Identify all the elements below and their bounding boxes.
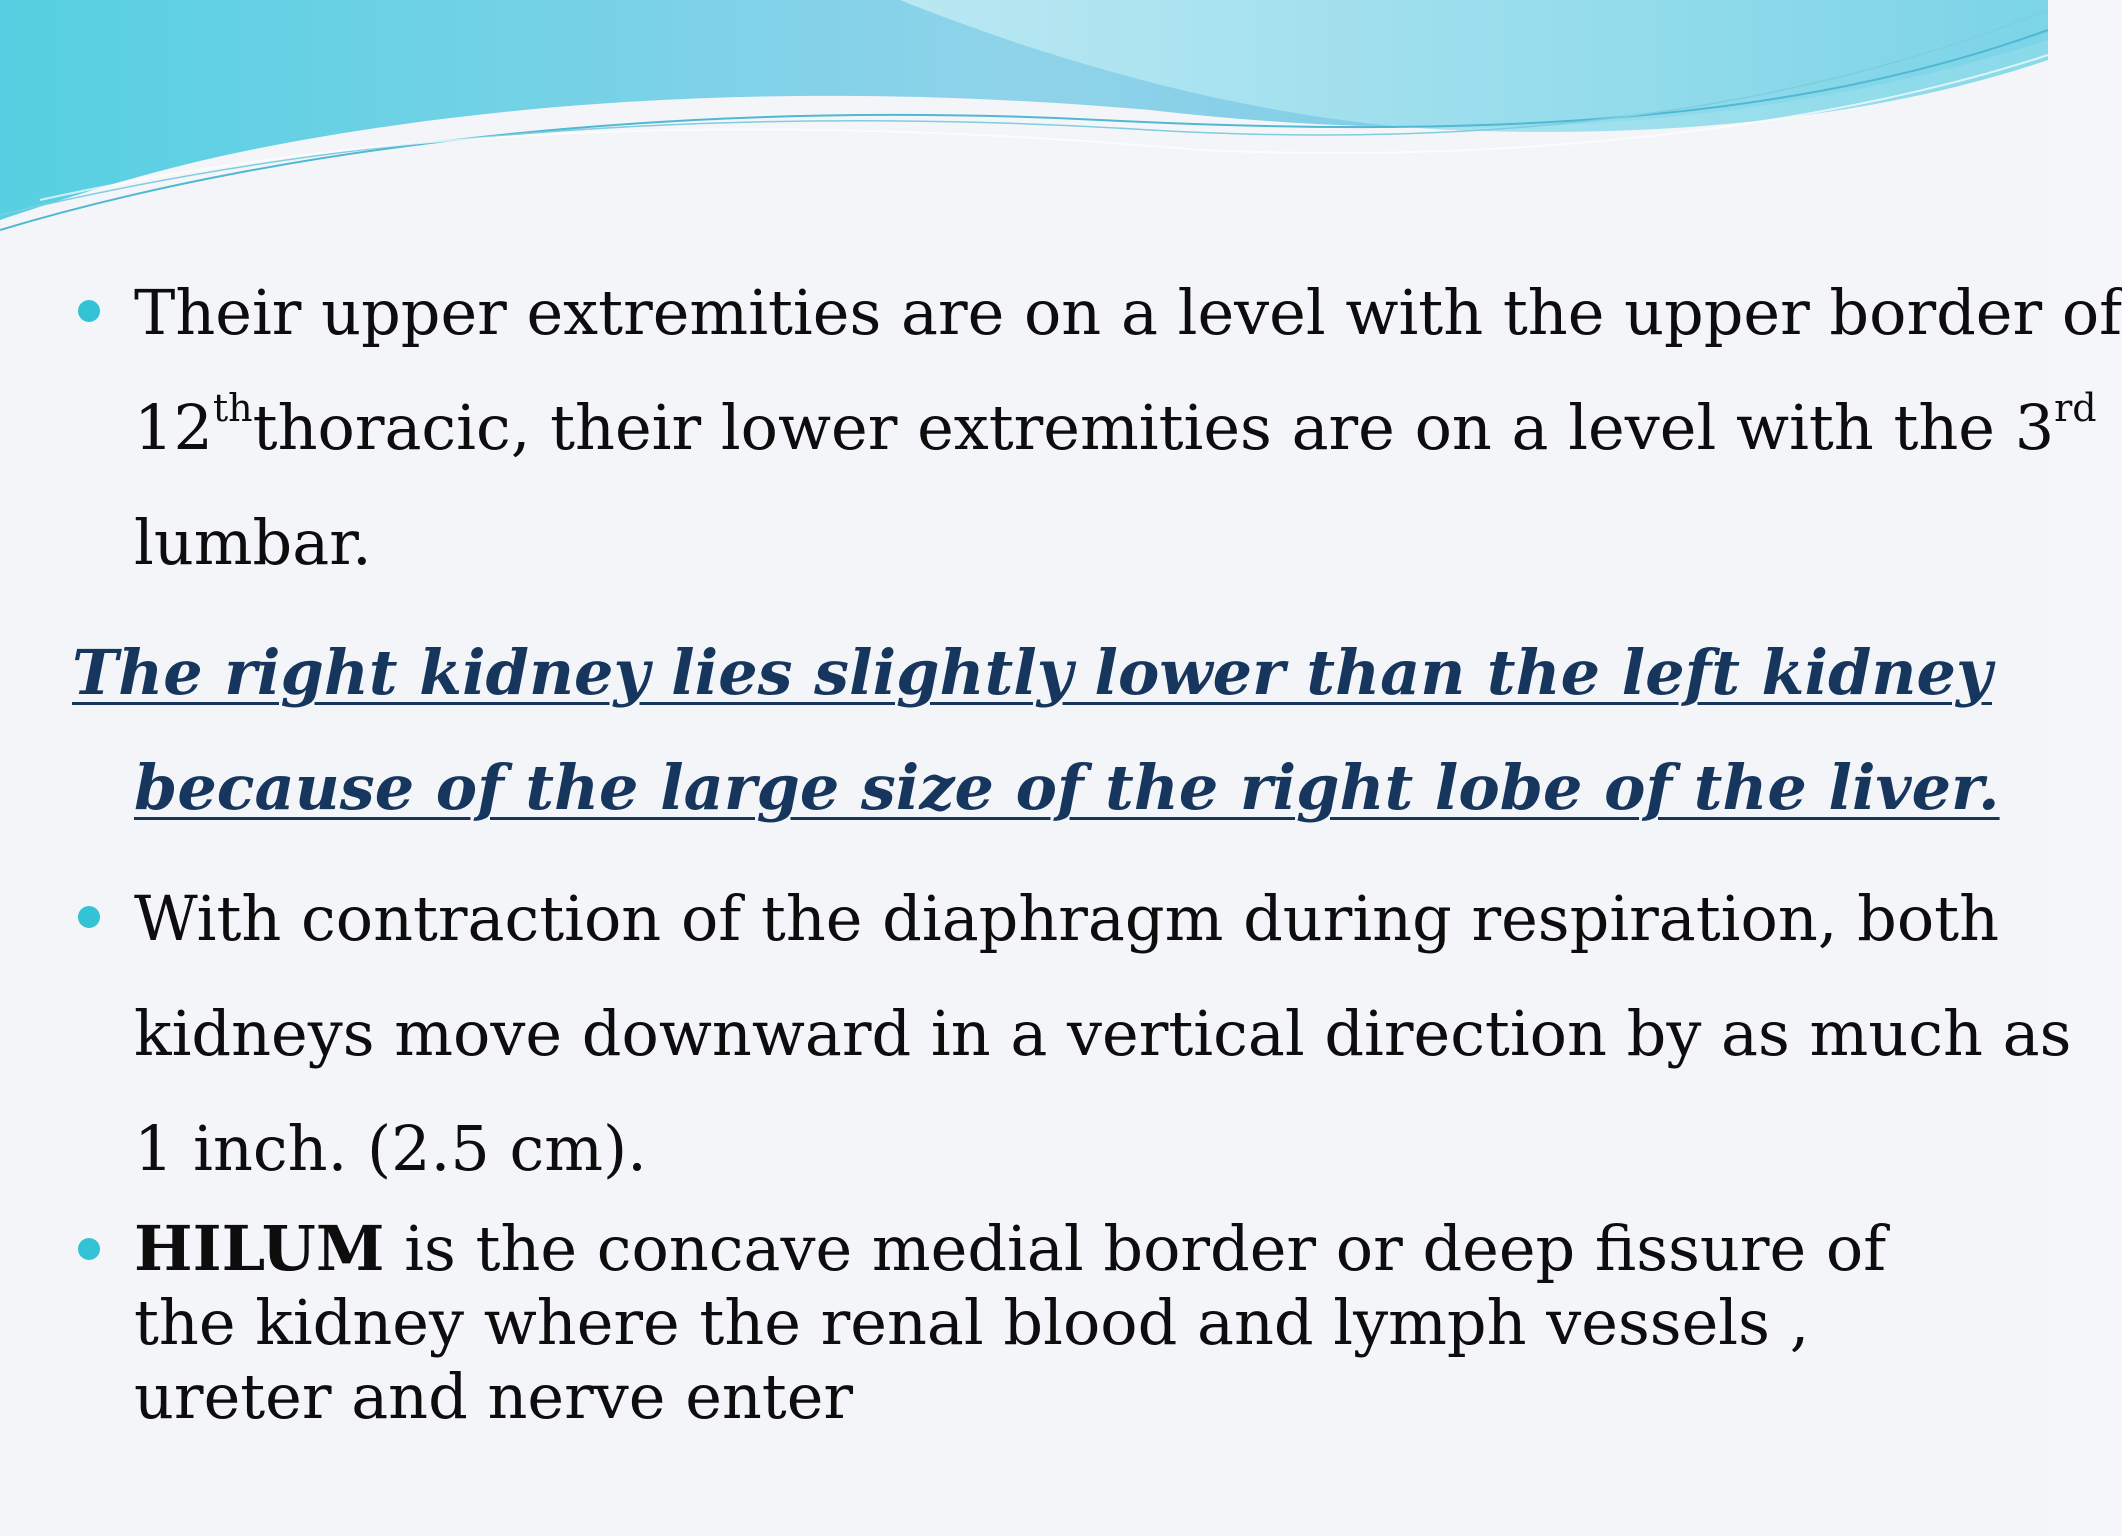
- bullet-1-line-1: Their upper extremities are on a level with the upper border of: [134, 276, 2122, 349]
- bullet-2-line-3: 1 inch. (2.5 cm).: [134, 1112, 647, 1185]
- bullet-icon: [78, 906, 100, 928]
- bullet-1-line-2: 12ththoracic, their lower extremities are on a level with the 3rd: [134, 386, 2097, 464]
- bullet-1-line-3: lumbar.: [134, 506, 372, 579]
- bullet-2-line-2: kidneys move downward in a vertical direction by as much as: [134, 997, 2072, 1070]
- bullet-2-line-1: With contraction of the diaphragm during respiration, both: [134, 882, 2000, 955]
- bullet-3-text: [134, 1212, 1954, 1434]
- note-line-1: The right kidney lies slightly lower than the left kidney: [72, 636, 1992, 709]
- hilum-definition: is the concave medial border or deep fissure of the kidney where the renal blood and lymph vessels , ureter and nerve enter: [134, 1212, 1887, 1433]
- bullet-icon: [78, 1238, 100, 1260]
- hilum-term: HILUM: [134, 1212, 385, 1285]
- bullet-icon: [78, 300, 100, 322]
- note-line-2: because of the large size of the right lobe of the liver.: [134, 751, 2000, 824]
